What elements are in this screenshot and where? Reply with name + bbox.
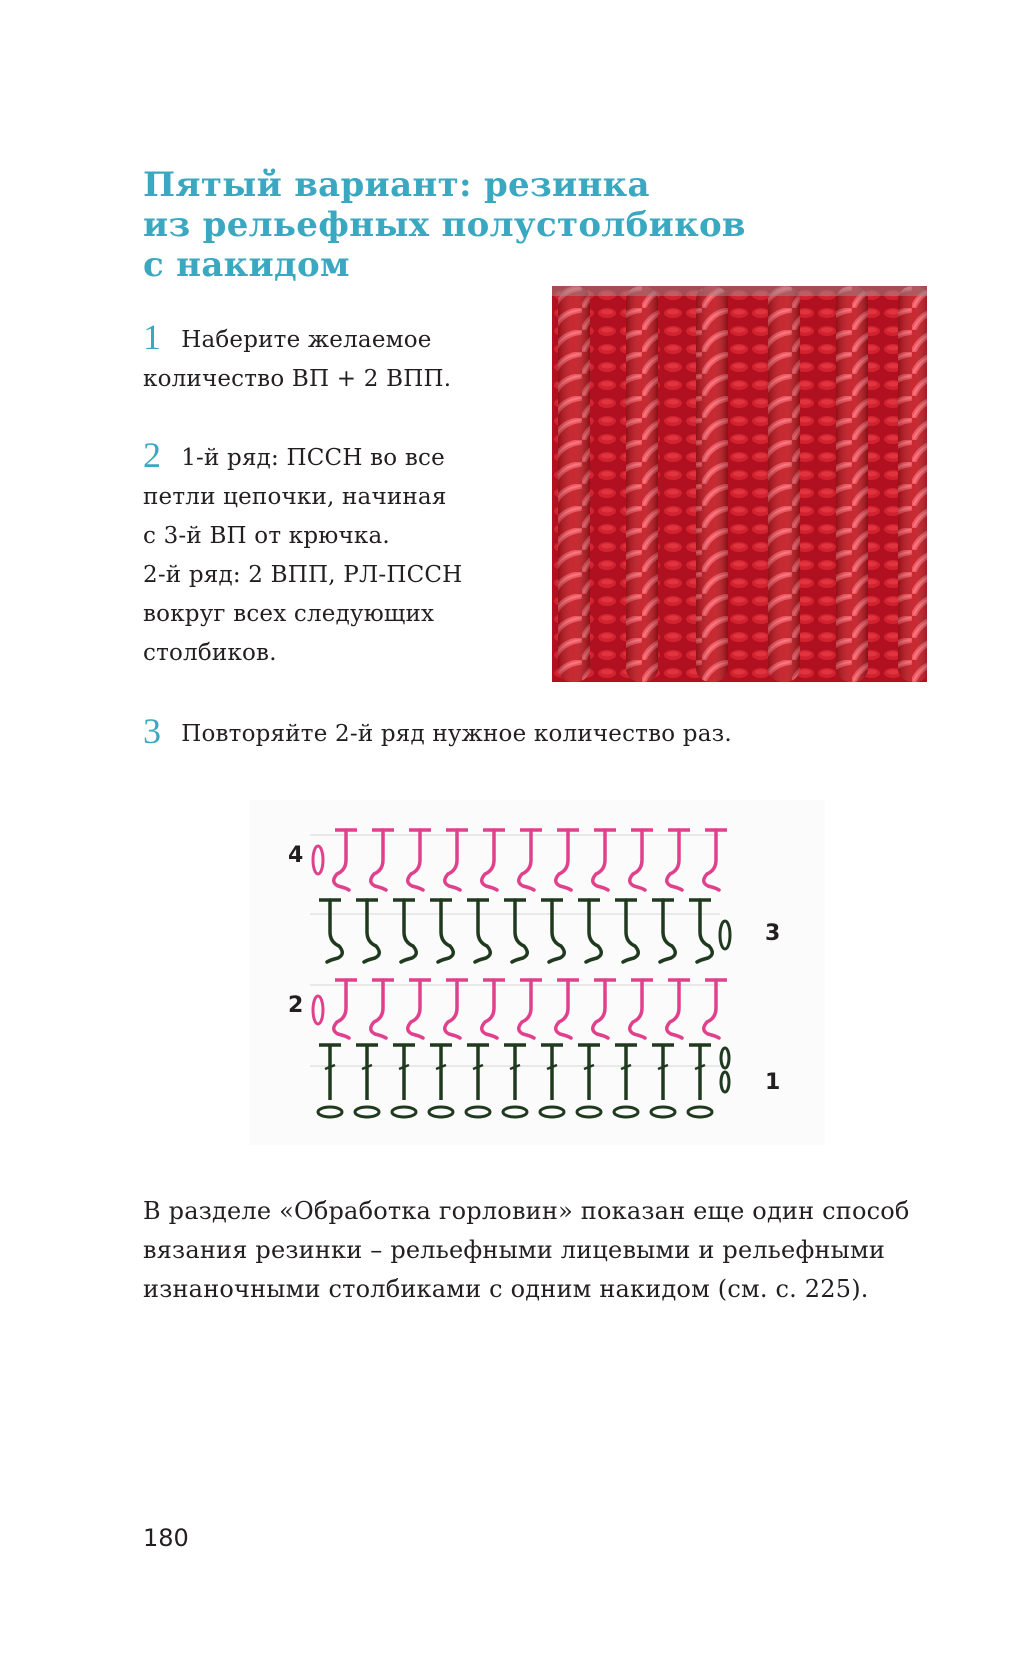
row-label-4: 4 xyxy=(288,843,304,868)
step-1 xyxy=(143,316,451,399)
step-2 xyxy=(143,434,462,673)
page-number: 180 xyxy=(143,1524,189,1552)
note-line: изнаночными столбиками с одним накидом (см. с. 225). xyxy=(143,1275,869,1303)
knitted-rib-photo xyxy=(552,286,927,682)
step-number: 1 xyxy=(143,317,162,357)
step-text: количество ВП + 2 ВПП. xyxy=(143,366,452,392)
row-label-3: 3 xyxy=(765,921,781,946)
rib-shade xyxy=(768,286,800,682)
page-title xyxy=(143,165,903,285)
note-line: вязания резинки – рельефными лицевыми и рельефными xyxy=(143,1236,886,1264)
step-number: 2 xyxy=(143,435,162,475)
title-line: из рельефных полустолбиков xyxy=(143,205,746,245)
note-line: В разделе «Обработка горловин» показан еще один способ xyxy=(143,1197,910,1225)
step-text: вокруг всех следующих xyxy=(143,601,435,627)
rib-shade xyxy=(558,286,590,682)
step-text: Наберите желаемое xyxy=(181,327,432,353)
step-text: столбиков. xyxy=(143,640,277,666)
rib-shade xyxy=(898,286,927,682)
step-text: Повторяйте 2-й ряд нужное количество раз. xyxy=(181,721,732,747)
step-text: 1-й ряд: ПССН во все xyxy=(181,445,445,471)
rib-shade xyxy=(696,286,728,682)
step-text: с 3-й ВП от крючка. xyxy=(143,523,390,549)
crochet-chart xyxy=(250,800,825,1145)
step-3 xyxy=(143,710,732,754)
title-line: Пятый вариант: резинка xyxy=(143,165,650,205)
rib-shade xyxy=(836,286,868,682)
note-paragraph xyxy=(143,1192,923,1309)
step-number: 3 xyxy=(143,711,162,751)
rib-shade xyxy=(626,286,658,682)
step-text: петли цепочки, начиная xyxy=(143,484,447,510)
title-line: с накидом xyxy=(143,245,350,285)
step-text: 2-й ряд: 2 ВПП, РЛ-ПССН xyxy=(143,562,463,588)
row-label-1: 1 xyxy=(765,1070,781,1095)
row-label-2: 2 xyxy=(288,993,304,1018)
